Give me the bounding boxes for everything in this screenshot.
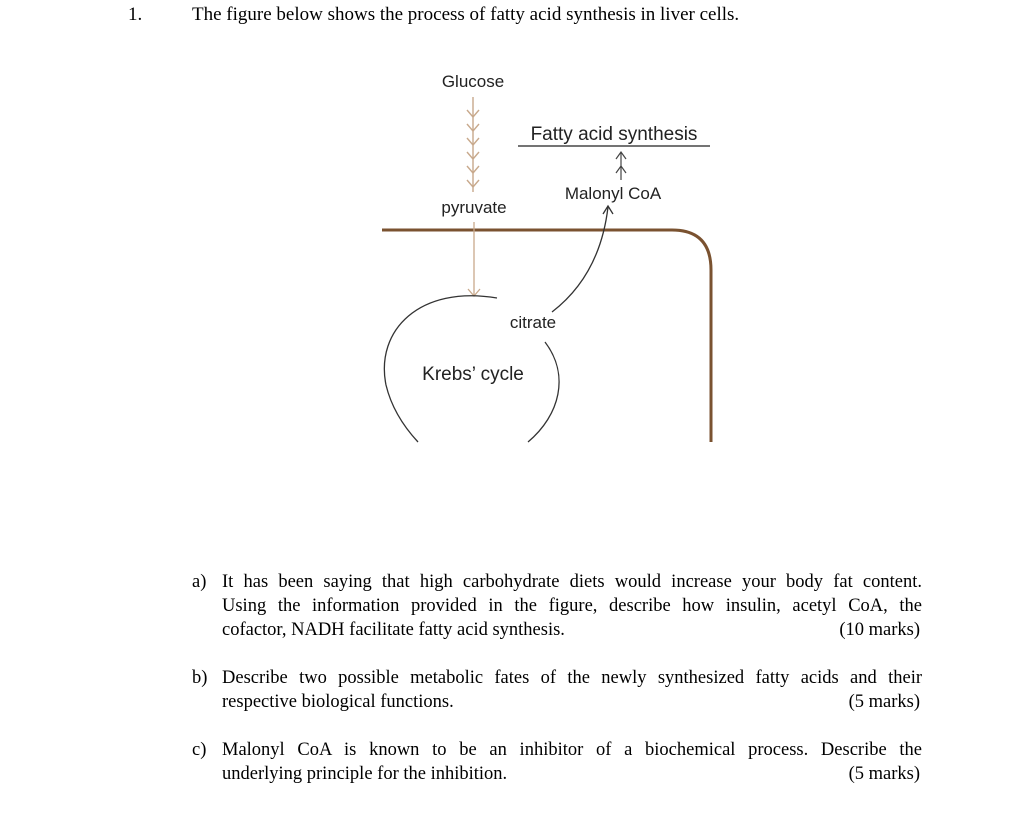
part-b-marks: (5 marks) bbox=[848, 692, 920, 712]
part-b-letter: b) bbox=[192, 668, 208, 688]
part-a-line-3: cofactor, NADH facilitate fatty acid synthesis. bbox=[222, 620, 565, 640]
citrate-export-arrow bbox=[552, 206, 613, 312]
part-c-marks: (5 marks) bbox=[848, 764, 920, 784]
question-intro: The figure below shows the process of fatty acid synthesis in liver cells. bbox=[192, 4, 740, 25]
glycolysis-arrows bbox=[467, 97, 479, 192]
part-c-body bbox=[222, 738, 922, 786]
pyruvate-entry-arrow bbox=[468, 222, 480, 296]
pyruvate-label: pyruvate bbox=[441, 198, 507, 217]
mitochondrial-membrane bbox=[382, 230, 711, 442]
fatty-acid-synthesis-label: Fatty acid synthesis bbox=[530, 124, 698, 145]
part-a-letter: a) bbox=[192, 572, 207, 592]
part-a-marks: (10 marks) bbox=[839, 620, 920, 640]
part-b-last-line bbox=[222, 690, 920, 714]
part-b-line-2: respective biological functions. bbox=[222, 692, 454, 712]
glucose-label: Glucose bbox=[441, 72, 505, 91]
part-b-line-1: Describe two possible metabolic fates of the newly synthesized fatty acids and their bbox=[222, 668, 922, 688]
part-c-letter: c) bbox=[192, 740, 207, 760]
krebs-cycle-arc-right bbox=[528, 342, 559, 442]
part-a-line-2: Using the information provided in the figure, describe how insulin, acetyl CoA, the bbox=[222, 596, 922, 616]
part-a-line-1: It has been saying that high carbohydrate diets would increase your body fat content. bbox=[222, 572, 922, 592]
part-b-body bbox=[222, 666, 922, 714]
krebs-cycle-label: Krebs’ cycle bbox=[422, 364, 524, 385]
part-a-body bbox=[222, 570, 922, 642]
part-c-line-1: Malonyl CoA is known to be an inhibitor of a biochemical process. Describe the bbox=[222, 740, 922, 760]
malonyl-coa-label: Malonyl CoA bbox=[564, 184, 662, 203]
part-a-last-line bbox=[222, 618, 920, 642]
citrate-label: citrate bbox=[509, 313, 557, 332]
part-c-line-2: underlying principle for the inhibition. bbox=[222, 764, 508, 784]
question-number: 1. bbox=[128, 4, 143, 25]
part-c-last-line bbox=[222, 762, 920, 786]
malonyl-to-synthesis-arrow bbox=[616, 152, 626, 180]
